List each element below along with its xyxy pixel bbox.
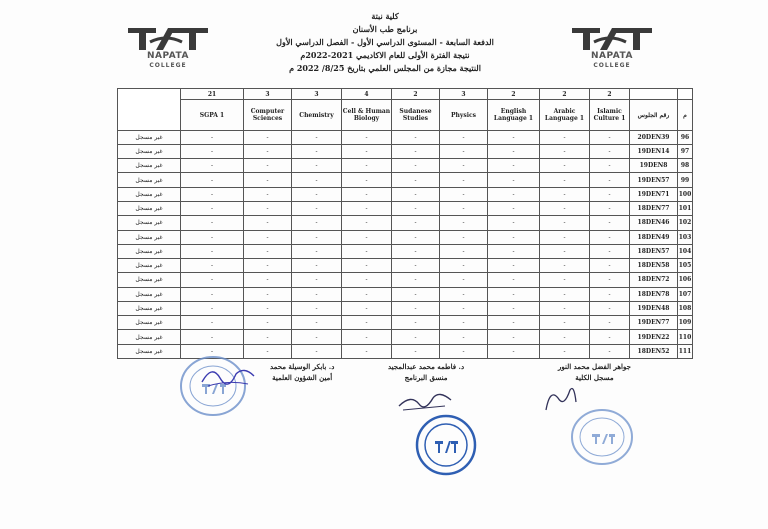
- grade-cell: -: [292, 273, 342, 287]
- grade-cell: -: [440, 301, 488, 315]
- table-row: [118, 230, 693, 244]
- serial-number-cell: 107: [678, 287, 693, 301]
- batch-level-semester: الدفعة السابعة - المستوى الدراسي الأول - الفصل الدراسي الأول: [276, 37, 494, 47]
- table-row: [118, 259, 693, 273]
- grade-cell: -: [292, 301, 342, 315]
- grade-cell: -: [440, 287, 488, 301]
- grade-cell: -: [540, 202, 590, 216]
- grade-cell: -: [540, 216, 590, 230]
- column-header: SGPA 1: [181, 100, 244, 130]
- grade-cell: -: [590, 173, 630, 187]
- grade-cell: -: [181, 259, 244, 273]
- grade-cell: -: [292, 287, 342, 301]
- grade-cell: -: [590, 230, 630, 244]
- grade-cell: -: [392, 287, 440, 301]
- reg-number-cell: 20DEN39: [630, 130, 678, 144]
- grade-cell: -: [590, 301, 630, 315]
- status-cell: غير مسجل: [118, 202, 181, 216]
- grade-cell: -: [440, 316, 488, 330]
- document-header: [250, 10, 520, 75]
- grade-cell: -: [392, 216, 440, 230]
- grade-cell: -: [540, 316, 590, 330]
- grade-cell: -: [292, 144, 342, 158]
- credit-cell: 2: [590, 89, 630, 100]
- grade-cell: -: [488, 230, 540, 244]
- grade-cell: -: [488, 202, 540, 216]
- grade-cell: -: [590, 244, 630, 258]
- grade-cell: -: [181, 330, 244, 344]
- grade-cell: -: [244, 301, 292, 315]
- signatory-title: أمين الشؤون العلمية: [272, 373, 333, 382]
- grade-cell: -: [342, 187, 392, 201]
- grade-cell: -: [292, 187, 342, 201]
- grade-cell: -: [392, 301, 440, 315]
- grade-cell: -: [440, 144, 488, 158]
- column-header: Cell & Human Biology: [342, 100, 392, 130]
- status-cell: غير مسجل: [118, 287, 181, 301]
- status-cell: غير مسجل: [118, 144, 181, 158]
- grade-cell: -: [244, 287, 292, 301]
- signatory-title: منسق البرنامج: [404, 373, 448, 382]
- status-cell: غير مسجل: [118, 130, 181, 144]
- grade-cell: -: [440, 244, 488, 258]
- grade-cell: -: [392, 230, 440, 244]
- status-cell: غير مسجل: [118, 301, 181, 315]
- grade-cell: -: [590, 273, 630, 287]
- grade-cell: -: [342, 301, 392, 315]
- grade-cell: -: [440, 216, 488, 230]
- grade-cell: -: [392, 144, 440, 158]
- table-row: [118, 244, 693, 258]
- signatory-name: د. فاطمه محمد عبدالمجيد: [388, 362, 465, 371]
- signature-program-coordinator: [388, 361, 464, 383]
- grade-cell: -: [292, 330, 342, 344]
- grade-cell: -: [488, 259, 540, 273]
- grade-cell: -: [292, 316, 342, 330]
- course-names-row: [118, 100, 693, 130]
- grade-cell: -: [342, 316, 392, 330]
- reg-number-cell: 19DEN48: [630, 301, 678, 315]
- serial-number-cell: 98: [678, 159, 693, 173]
- serial-number-cell: 105: [678, 259, 693, 273]
- table-row: [118, 173, 693, 187]
- status-cell: غير مسجل: [118, 330, 181, 344]
- serial-number-cell: 97: [678, 144, 693, 158]
- blank-header-cell: [118, 89, 181, 131]
- serial-header: م: [678, 100, 693, 130]
- logo-word: NAPATA: [147, 51, 189, 61]
- grade-cell: -: [292, 202, 342, 216]
- signatory-name: د. بابكر الوسيلة محمد: [270, 362, 335, 371]
- grade-cell: -: [392, 330, 440, 344]
- grade-cell: -: [540, 173, 590, 187]
- status-cell: غير مسجل: [118, 187, 181, 201]
- grade-cell: -: [342, 244, 392, 258]
- table-row: [118, 144, 693, 158]
- grade-cell: -: [244, 130, 292, 144]
- grade-cell: -: [181, 173, 244, 187]
- college-stamp-right: [570, 407, 634, 467]
- handwritten-signature-middle: [395, 388, 455, 414]
- grade-cell: -: [244, 216, 292, 230]
- grade-cell: -: [488, 344, 540, 358]
- napata-logo-mark-icon: [126, 22, 210, 52]
- handwritten-signature-right: [540, 382, 580, 416]
- grade-cell: -: [181, 301, 244, 315]
- result-title: نتيجة الفترة الأولى للعام الاكاديمي 2021-2022م: [300, 50, 470, 60]
- grade-cell: -: [392, 244, 440, 258]
- reg-number-cell: 19DEN71: [630, 187, 678, 201]
- serial-number-cell: 99: [678, 173, 693, 187]
- status-cell: غير مسجل: [118, 173, 181, 187]
- grade-cell: -: [540, 230, 590, 244]
- status-cell: غير مسجل: [118, 216, 181, 230]
- grade-cell: -: [292, 173, 342, 187]
- reg-number-cell: 19DEN77: [630, 316, 678, 330]
- grade-cell: -: [392, 273, 440, 287]
- grade-cell: -: [540, 287, 590, 301]
- grade-cell: -: [292, 244, 342, 258]
- grade-cell: -: [488, 273, 540, 287]
- table-row: [118, 273, 693, 287]
- column-header: Sudanese Studies: [392, 100, 440, 130]
- grade-cell: -: [440, 344, 488, 358]
- grade-cell: -: [342, 330, 392, 344]
- grade-cell: -: [590, 259, 630, 273]
- grade-cell: -: [342, 130, 392, 144]
- grade-cell: -: [392, 159, 440, 173]
- handwritten-signature-left: [198, 360, 258, 390]
- results-body: [118, 130, 693, 358]
- grade-cell: -: [590, 316, 630, 330]
- column-header: Chemistry: [292, 100, 342, 130]
- grade-cell: -: [488, 173, 540, 187]
- status-cell: غير مسجل: [118, 344, 181, 358]
- column-header: Arabic Language 1: [540, 100, 590, 130]
- credit-cell: 4: [342, 89, 392, 100]
- grade-cell: -: [342, 202, 392, 216]
- grade-cell: -: [244, 344, 292, 358]
- grade-cell: -: [488, 301, 540, 315]
- serial-number-cell: 96: [678, 130, 693, 144]
- grade-cell: -: [292, 216, 342, 230]
- reg-number-cell: 19DEN8: [630, 159, 678, 173]
- logo-subword: COLLEGE: [149, 62, 187, 69]
- grade-cell: -: [590, 287, 630, 301]
- grade-cell: -: [342, 287, 392, 301]
- reg-number-cell: 18DEN52: [630, 344, 678, 358]
- approval-date: النتيجة مجازة من المجلس العلمي بتاريخ 8/25/ 2022 م: [289, 63, 481, 73]
- grade-cell: -: [244, 273, 292, 287]
- grade-cell: -: [488, 144, 540, 158]
- grade-cell: -: [244, 259, 292, 273]
- serial-number-cell: 110: [678, 330, 693, 344]
- grade-cell: -: [540, 273, 590, 287]
- grade-cell: -: [392, 344, 440, 358]
- serial-number-cell: 106: [678, 273, 693, 287]
- grade-cell: -: [488, 287, 540, 301]
- grade-cell: -: [181, 130, 244, 144]
- stamp-icon: [415, 413, 477, 477]
- reg-number-cell: 18DEN72: [630, 273, 678, 287]
- column-header: Physics: [440, 100, 488, 130]
- napata-logo-mark-icon: [570, 22, 654, 52]
- grade-cell: -: [440, 259, 488, 273]
- grade-cell: -: [540, 301, 590, 315]
- grade-cell: -: [342, 144, 392, 158]
- grade-cell: -: [392, 259, 440, 273]
- grade-cell: -: [392, 187, 440, 201]
- grade-cell: -: [590, 330, 630, 344]
- credit-cell: 2: [540, 89, 590, 100]
- status-cell: غير مسجل: [118, 316, 181, 330]
- credit-hours-row: [118, 89, 693, 100]
- grade-cell: -: [540, 159, 590, 173]
- status-cell: غير مسجل: [118, 230, 181, 244]
- table-row: [118, 187, 693, 201]
- grade-cell: -: [292, 259, 342, 273]
- grade-cell: -: [292, 159, 342, 173]
- blank-credit-cell: [630, 89, 678, 100]
- grade-cell: -: [590, 344, 630, 358]
- grade-cell: -: [540, 344, 590, 358]
- grade-cell: -: [540, 330, 590, 344]
- grade-cell: -: [440, 330, 488, 344]
- table-row: [118, 130, 693, 144]
- status-cell: غير مسجل: [118, 259, 181, 273]
- credit-cell: 3: [440, 89, 488, 100]
- column-header: Computer Sciences: [244, 100, 292, 130]
- stamp-icon: [570, 407, 634, 467]
- reg-number-cell: 18DEN49: [630, 230, 678, 244]
- signatory-name: جواهر الفضل محمد النور: [558, 362, 631, 371]
- grade-cell: -: [342, 344, 392, 358]
- grade-cell: -: [590, 159, 630, 173]
- grade-cell: -: [488, 187, 540, 201]
- reg-number-cell: 19DEN14: [630, 144, 678, 158]
- grade-cell: -: [181, 230, 244, 244]
- status-cell: غير مسجل: [118, 273, 181, 287]
- college-name: كلية نبتة: [371, 11, 399, 21]
- grade-cell: -: [342, 173, 392, 187]
- logo-word: NAPATA: [591, 51, 633, 61]
- reg-number-header: رقم الجلوس: [630, 100, 678, 130]
- serial-number-cell: 111: [678, 344, 693, 358]
- grade-cell: -: [181, 159, 244, 173]
- grade-cell: -: [488, 216, 540, 230]
- grade-cell: -: [342, 230, 392, 244]
- napata-logo-right: [566, 22, 658, 70]
- grade-cell: -: [244, 202, 292, 216]
- table-row: [118, 216, 693, 230]
- grade-cell: -: [244, 159, 292, 173]
- grade-cell: -: [590, 144, 630, 158]
- grade-cell: -: [590, 202, 630, 216]
- grade-cell: -: [292, 344, 342, 358]
- table-row: [118, 301, 693, 315]
- grade-cell: -: [488, 244, 540, 258]
- grade-cell: -: [440, 130, 488, 144]
- grade-cell: -: [590, 216, 630, 230]
- grade-cell: -: [244, 173, 292, 187]
- credit-cell: 2: [392, 89, 440, 100]
- reg-number-cell: 18DEN78: [630, 287, 678, 301]
- grade-cell: -: [342, 159, 392, 173]
- blank-credit-cell: [678, 89, 693, 100]
- grade-cell: -: [392, 316, 440, 330]
- grade-cell: -: [342, 273, 392, 287]
- grade-cell: -: [181, 273, 244, 287]
- credit-cell: 3: [292, 89, 342, 100]
- grade-cell: -: [244, 144, 292, 158]
- serial-number-cell: 102: [678, 216, 693, 230]
- table-row: [118, 287, 693, 301]
- table-row: [118, 202, 693, 216]
- serial-number-cell: 103: [678, 230, 693, 244]
- grade-cell: -: [440, 173, 488, 187]
- grade-cell: -: [181, 344, 244, 358]
- grade-cell: -: [488, 330, 540, 344]
- grade-cell: -: [181, 187, 244, 201]
- grade-cell: -: [244, 187, 292, 201]
- credit-cell: 3: [244, 89, 292, 100]
- column-header: Islamic Culture 1: [590, 100, 630, 130]
- grade-cell: -: [540, 187, 590, 201]
- program-name: برنامج طب الأسنان: [352, 24, 418, 34]
- napata-logo-left: [122, 22, 214, 70]
- serial-number-cell: 100: [678, 187, 693, 201]
- grade-cell: -: [488, 159, 540, 173]
- grade-cell: -: [488, 130, 540, 144]
- grade-cell: -: [181, 244, 244, 258]
- grade-cell: -: [392, 130, 440, 144]
- grade-cell: -: [181, 144, 244, 158]
- grade-cell: -: [440, 202, 488, 216]
- reg-number-cell: 18DEN58: [630, 259, 678, 273]
- serial-number-cell: 101: [678, 202, 693, 216]
- grade-cell: -: [392, 173, 440, 187]
- grade-cell: -: [440, 159, 488, 173]
- grade-cell: -: [440, 230, 488, 244]
- grade-cell: -: [392, 202, 440, 216]
- grade-cell: -: [440, 273, 488, 287]
- signature-academic-affairs: [270, 361, 334, 383]
- college-stamp-middle: [415, 413, 477, 477]
- signature-registrar: [558, 361, 631, 383]
- reg-number-cell: 18DEN57: [630, 244, 678, 258]
- grade-cell: -: [244, 244, 292, 258]
- grade-cell: -: [590, 187, 630, 201]
- grade-cell: -: [342, 216, 392, 230]
- grade-cell: -: [540, 130, 590, 144]
- grade-cell: -: [244, 316, 292, 330]
- grade-cell: -: [244, 330, 292, 344]
- grade-cell: -: [181, 202, 244, 216]
- serial-number-cell: 104: [678, 244, 693, 258]
- grade-cell: -: [181, 316, 244, 330]
- reg-number-cell: 18DEN77: [630, 202, 678, 216]
- grade-cell: -: [590, 130, 630, 144]
- grade-cell: -: [440, 187, 488, 201]
- logo-subword: COLLEGE: [593, 62, 631, 69]
- status-cell: غير مسجل: [118, 159, 181, 173]
- grade-cell: -: [540, 144, 590, 158]
- serial-number-cell: 109: [678, 316, 693, 330]
- table-row: [118, 330, 693, 344]
- table-row: [118, 316, 693, 330]
- grade-cell: -: [540, 244, 590, 258]
- grade-cell: -: [244, 230, 292, 244]
- reg-number-cell: 19DEN22: [630, 330, 678, 344]
- reg-number-cell: 19DEN57: [630, 173, 678, 187]
- status-cell: غير مسجل: [118, 244, 181, 258]
- table-row: [118, 159, 693, 173]
- column-header: English Language 1: [488, 100, 540, 130]
- grade-cell: -: [342, 259, 392, 273]
- credit-cell: 2: [488, 89, 540, 100]
- grade-cell: -: [181, 287, 244, 301]
- serial-number-cell: 108: [678, 301, 693, 315]
- grade-cell: -: [181, 216, 244, 230]
- signatory-title: مسجل الكلية: [575, 373, 614, 382]
- credit-cell: 21: [181, 89, 244, 100]
- results-table: [117, 88, 693, 359]
- grade-cell: -: [488, 316, 540, 330]
- grade-cell: -: [292, 130, 342, 144]
- grade-cell: -: [292, 230, 342, 244]
- grade-cell: -: [540, 259, 590, 273]
- reg-number-cell: 18DEN46: [630, 216, 678, 230]
